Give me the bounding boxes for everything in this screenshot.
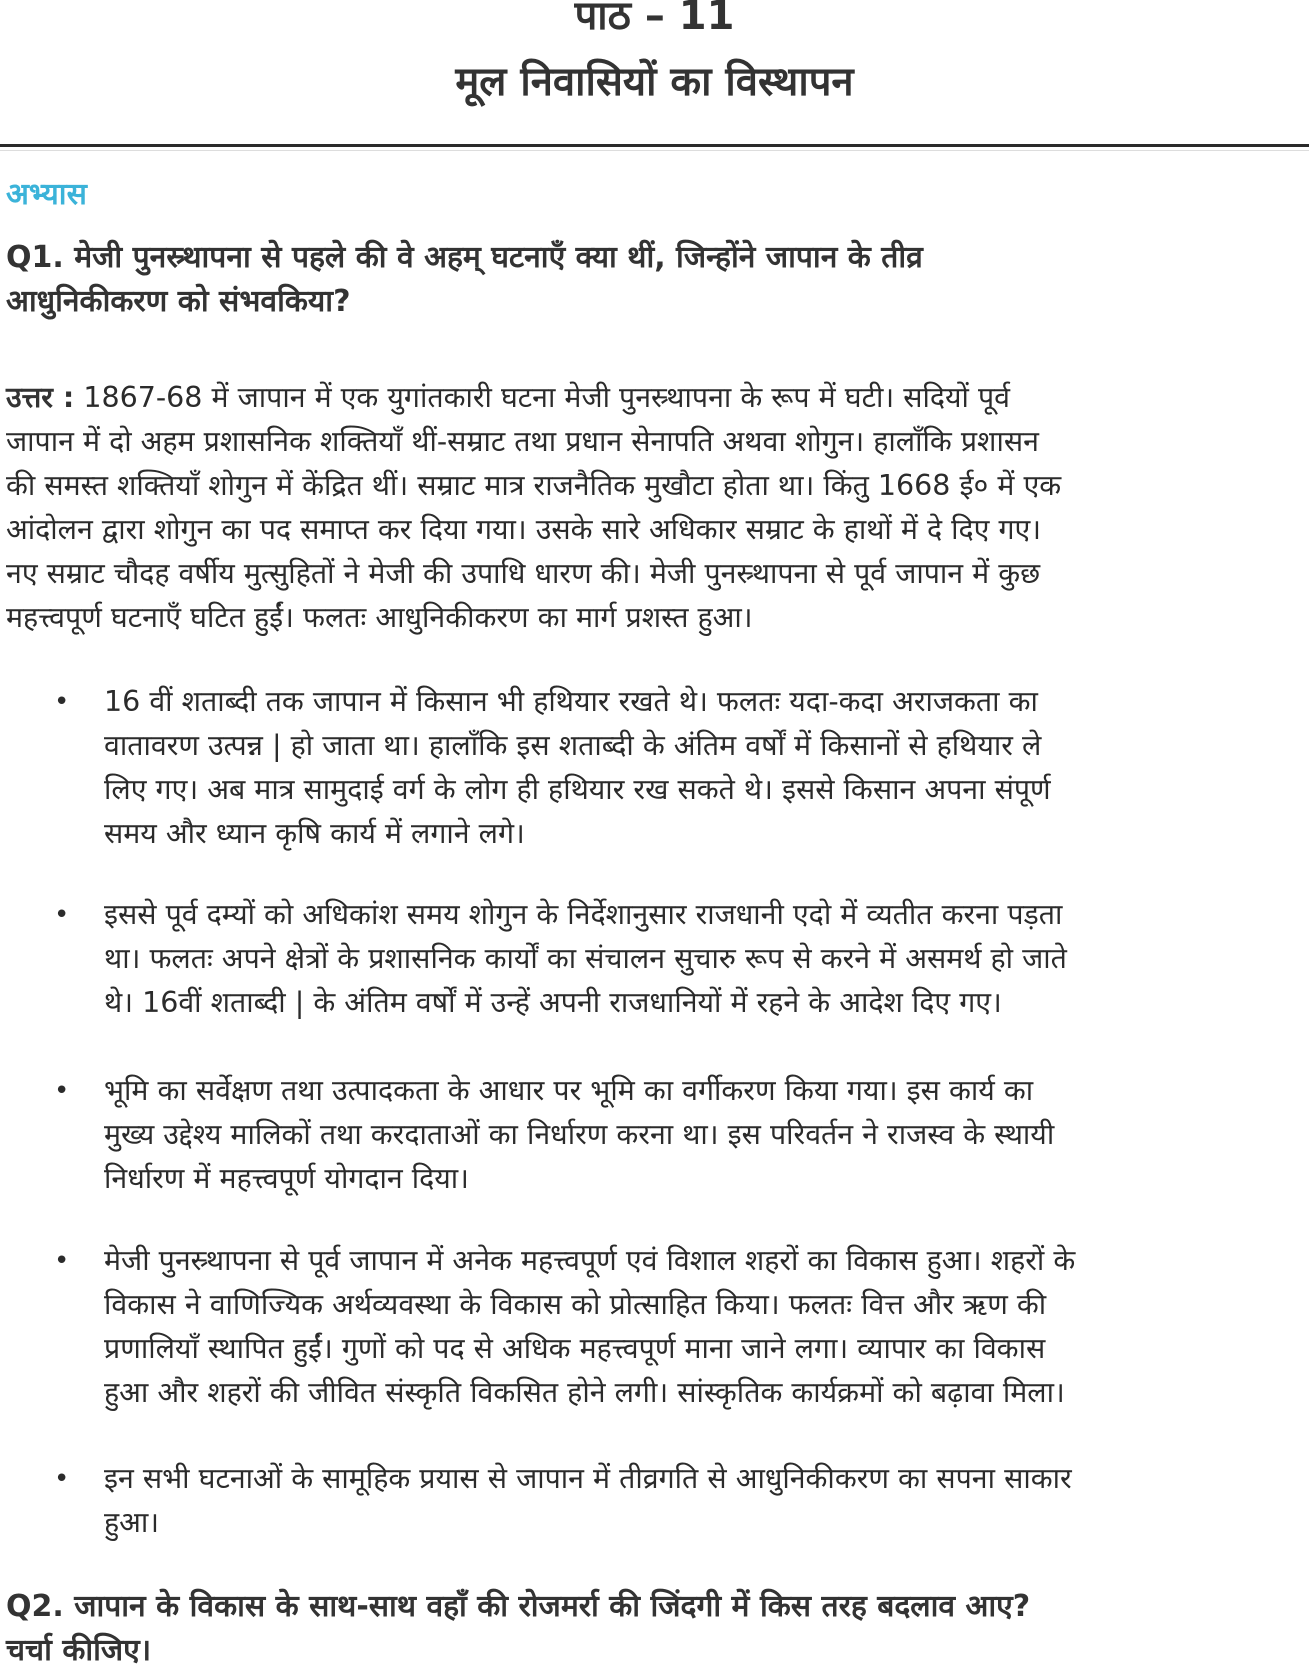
section-heading: अभ्यास	[6, 177, 87, 212]
answer-line: आंदोलन द्वारा शोगुन का पद समाप्त कर दिया गया। उसके सारे अधिकार सम्राट के हाथों में दे दिए गए।	[6, 513, 1042, 546]
question-2	[6, 1585, 1030, 1673]
bullet-line: समय और ध्यान कृषि कार्य में लगाने लगे।	[104, 817, 525, 850]
answer-paragraph	[6, 376, 1061, 640]
question-line: आधुनिकीकरण को संभवकिया?	[6, 284, 351, 319]
answer-line: की समस्त शक्तियाँ शोगुन में केंद्रित थीं। सम्राट मात्र राजनैतिक मुखौटा होता था। किंतु 1668 ई० में एक	[6, 469, 1062, 502]
answer-line: नए सम्राट चौदह वर्षीय मुत्सुहितों ने मेजी की उपाधि धारण की। मेजी पुनस्र्थापना से पूर्व जापान में कुछ	[6, 557, 1041, 590]
bullet-icon: •	[54, 687, 70, 717]
bullet-line: प्रणालियाँ स्थापित हुईं। गुणों को पद से अधिक महत्त्वपूर्ण माना जाने लगा। व्यापार का विकास	[104, 1332, 1046, 1365]
bullet-line: 16 वीं शताब्दी तक जापान में किसान भी हथियार रखते थे। फलतः यदा-कदा अराजकता का	[104, 685, 1038, 718]
bullet-line: थे। 16वीं शताब्दी | के अंतिम वर्षों में उन्हें अपनी राजधानियों में रहने के आदेश दिए गए।	[104, 986, 1002, 1019]
bullet-icon: •	[54, 1464, 70, 1494]
answer-line: जापान में दो अहम प्रशासनिक शक्तियाँ थीं-सम्राट तथा प्रधान सेनापति अथवा शोगुन। हालाँकि प्रशासन	[6, 425, 1039, 458]
bullet-line: हुआ और शहरों की जीवित संस्कृति विकसित होने लगी। सांस्कृतिक कार्यक्रमों को बढ़ावा मिला।	[104, 1376, 1065, 1409]
answer-line: 1867-68 में जापान में एक युगांतकारी घटना मेजी पुनस्र्थापना के रूप में घटी। सदियों पूर्व	[74, 381, 1011, 414]
bullet-item	[54, 893, 1067, 1025]
bullet-line: भूमि का सर्वेक्षण तथा उत्पादकता के आधार पर भूमि का वर्गीकरण किया गया। इस कार्य का	[104, 1074, 1034, 1107]
bullet-icon: •	[54, 1246, 70, 1276]
divider-light	[0, 150, 1309, 151]
question-1	[6, 236, 923, 324]
answer-label: उत्तर :	[6, 381, 75, 414]
question-line: चर्चा कीजिए।	[6, 1633, 152, 1668]
page-title: मूल निवासियों का विस्थापन	[455, 59, 854, 105]
bullet-icon: •	[54, 900, 70, 930]
bullet-line: मुख्य उद्देश्य मालिकों तथा करदाताओं का निर्धारण करना था। इस परिवर्तन ने राजस्व के स्थायी	[104, 1118, 1055, 1151]
bullet-item	[54, 1069, 1055, 1201]
bullet-line: विकास ने वाणिज्यिक अर्थव्यवस्था के विकास को प्रोत्साहित किया। फलतः वित्त और ऋण की	[104, 1288, 1047, 1321]
bullet-item	[54, 680, 1051, 856]
bullet-item	[54, 1457, 1072, 1545]
bullet-line: वातावरण उत्पन्न | हो जाता था। हालाँकि इस शताब्दी के अंतिम वर्षों में किसानों से हथियार ले	[104, 729, 1042, 762]
bullet-line: इन सभी घटनाओं के सामूहिक प्रयास से जापान में तीव्रगति से आधुनिकीकरण का सपना साकार	[104, 1462, 1072, 1495]
divider	[0, 144, 1309, 147]
bullet-line: मेजी पुनस्र्थापना से पूर्व जापान में अनेक महत्त्वपूर्ण एवं विशाल शहरों का विकास हुआ। शहरों के	[104, 1244, 1076, 1277]
answer-line: महत्त्वपूर्ण घटनाएँ घटित हुईं। फलतः आधुनिकीकरण का मार्ग प्रशस्त हुआ।	[6, 601, 753, 634]
lesson-number: पाठ – 11	[574, 0, 735, 39]
bullet-icon: •	[54, 1076, 70, 1106]
bullet-line: निर्धारण में महत्त्वपूर्ण योगदान दिया।	[104, 1162, 469, 1195]
question-line: Q2. जापान के विकास के साथ-साथ वहाँ की रोजमर्रा की जिंदगी में किस तरह बदलाव आए?	[6, 1589, 1031, 1624]
bullet-line: हुआ।	[104, 1506, 160, 1539]
bullet-line: था। फलतः अपने क्षेत्रों के प्रशासनिक कार्यों का संचालन सुचारु रूप से करने में असमर्थ हो जाते	[104, 942, 1067, 975]
question-line: Q1. मेजी पुनस्र्थापना से पहले की वे अहम् घटनाएँ क्या थीं, जिन्होंने जापान के तीव्र	[6, 240, 923, 275]
bullet-line: लिए गए। अब मात्र सामुदाई वर्ग के लोग ही हथियार रख सकते थे। इससे किसान अपना संपूर्ण	[104, 773, 1051, 806]
bullet-item	[54, 1239, 1076, 1415]
bullet-line: इससे पूर्व दम्यों को अधिकांश समय शोगुन के निर्देशानुसार राजधानी एदो में व्यतीत करना पड़ता	[104, 898, 1063, 931]
